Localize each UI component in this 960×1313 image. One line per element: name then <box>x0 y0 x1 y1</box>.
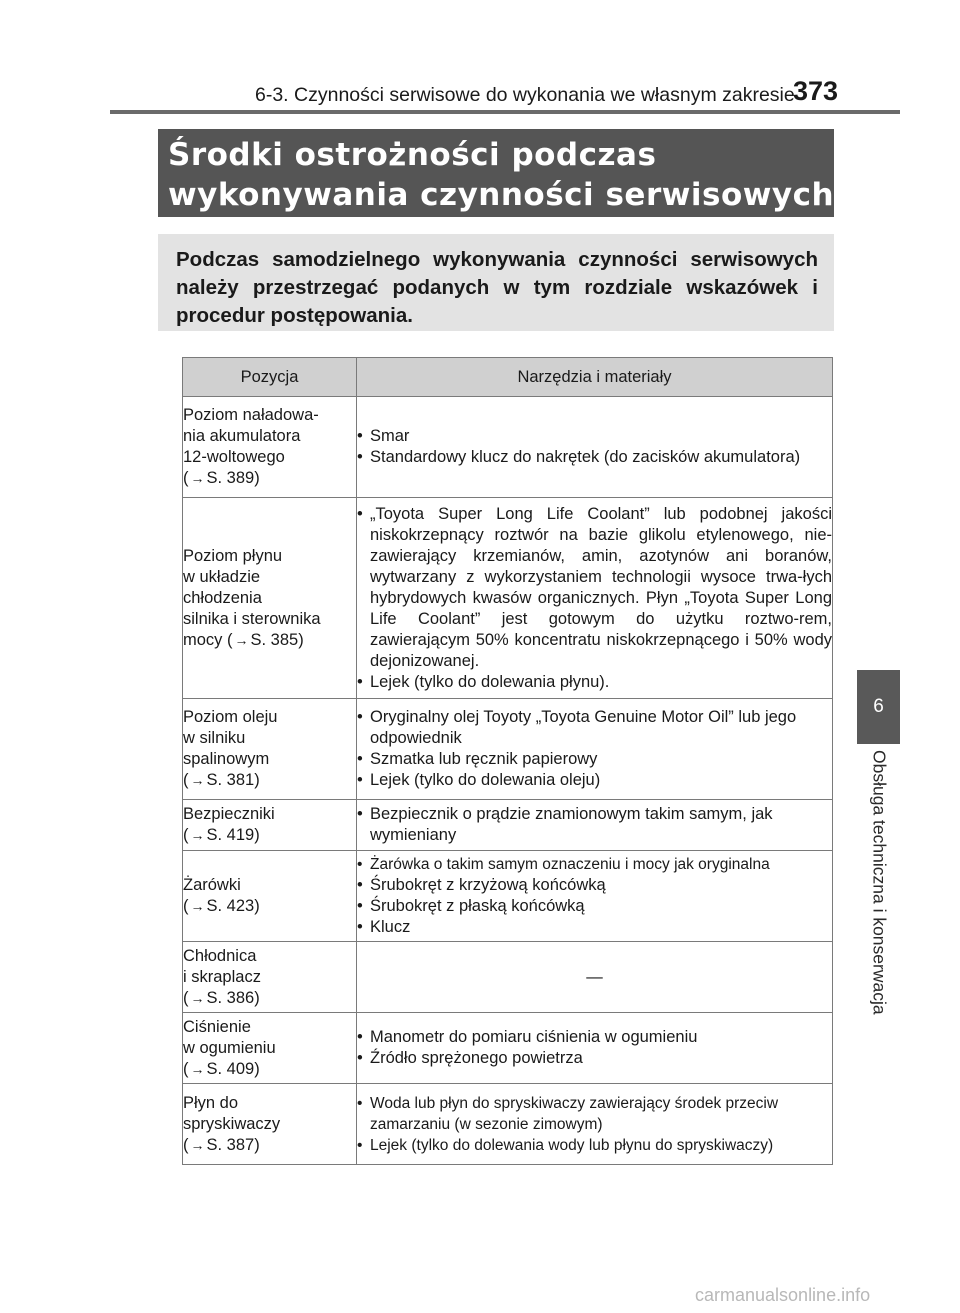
page-title-line-2: wykonywania czynności serwisowych <box>168 177 835 213</box>
list-item: • Szmatka lub ręcznik papierowy <box>357 749 832 770</box>
list-item: • Śrubokręt z płaską końcówką <box>357 896 832 917</box>
table-row <box>183 942 833 1013</box>
page-reference[interactable]: mocy ( → S. 385) <box>183 630 304 649</box>
list-item: • Żarówka o takim samym oznaczeniu i mocy jak oryginalna <box>357 854 832 875</box>
column-header-position: Pozycja <box>183 358 357 397</box>
list-item: • Bezpiecznik o prądzie znamionowym takim samym, jak wymieniany <box>357 804 832 846</box>
arrow-right-icon: → <box>190 772 205 788</box>
table-header-row <box>183 358 833 397</box>
table-row <box>183 851 833 942</box>
position-cell: Żarówki ( → S. 423) <box>183 851 357 942</box>
tools-cell <box>357 800 833 851</box>
arrow-right-icon: → <box>190 898 205 914</box>
chapter-tab-label-box <box>857 750 900 1040</box>
header-rule <box>110 110 900 114</box>
list-item: • Śrubokręt z krzyżową końcówką <box>357 875 832 896</box>
tools-cell <box>357 1084 833 1165</box>
position-cell: Bezpieczniki ( → S. 419) <box>183 800 357 851</box>
page-reference[interactable]: ( → S. 389) <box>183 469 260 487</box>
page-reference[interactable]: ( → S. 381) <box>183 771 260 789</box>
list-item: • Źródło sprężonego powietrza <box>357 1048 832 1069</box>
tools-cell <box>357 498 833 699</box>
tools-cell <box>357 1013 833 1084</box>
list-item: • Lejek (tylko do dolewania płynu). <box>357 672 832 693</box>
column-header-tools: Narzędzia i materiały <box>357 358 833 397</box>
position-cell: Poziom naładowa- nia akumulatora 12-woltowego ( → S. 389) <box>183 397 357 498</box>
list-item: • „Toyota Super Long Life Coolant” lub podobnej jakości niskokrzepnący roztwór na bazie glikolu etylenowego, nie-zawierający krzemianów, amin, azotynów ani boranów, wytwarzany z wykorzystaniem technologii wysoce trwa-łych hybrydowych kwasów organicznych. Płyn „Toyota Super Long Life Coolant” jest gotowym do użytku roztwo-rem, zawierającym 50% koncentratu niskokrzepnącego i 50% wody dejonizowanej. <box>357 504 832 672</box>
tools-cell <box>357 699 833 800</box>
tools-cell <box>357 942 833 1013</box>
intro-text: Podczas samodzielnego wykonywania czynności serwisowych należy przestrzegać podanych w tym rozdziale wskazówek i procedur postępowania. <box>158 234 834 331</box>
list-item: • Lejek (tylko do dolewania oleju) <box>357 770 832 791</box>
page-reference[interactable]: ( → S. 419) <box>183 826 260 844</box>
list-item: • Woda lub płyn do spryskiwaczy zawierający środek przeciw zamarzaniu (w sezonie zimowym) <box>357 1093 832 1135</box>
tools-cell <box>357 851 833 942</box>
page-reference[interactable]: ( → S. 387) <box>183 1135 260 1154</box>
table-row <box>183 1013 833 1084</box>
list-item: • Oryginalny olej Toyoty „Toyota Genuine Motor Oil” lub jego odpowiednik <box>357 707 832 749</box>
arrow-right-icon: → <box>190 1060 205 1077</box>
arrow-right-icon: → <box>190 470 205 486</box>
list-item: • Lejek (tylko do dolewania wody lub płynu do spryskiwaczy) <box>357 1135 832 1156</box>
tools-table <box>182 357 833 1165</box>
page-header <box>0 0 960 118</box>
list-item: • Standardowy klucz do nakrętek (do zacisków akumulatora) <box>357 447 832 468</box>
table-row <box>183 800 833 851</box>
page-reference[interactable]: ( → S. 423) <box>183 897 260 915</box>
empty-dash: — <box>586 967 603 986</box>
page-reference[interactable]: ( → S. 409) <box>183 1059 260 1078</box>
section-title: 6-3. Czynności serwisowe do wykonania we własnym zakresie <box>255 84 795 106</box>
arrow-right-icon: → <box>190 827 205 843</box>
position-cell: Poziom oleju w silniku spalinowym ( → S. 381) <box>183 699 357 800</box>
table-row <box>183 498 833 699</box>
table-row <box>183 1084 833 1165</box>
arrow-right-icon: → <box>234 631 249 648</box>
position-cell: Chłodnica i skraplacz ( → S. 386) <box>183 942 357 1013</box>
list-item: • Manometr do pomiaru ciśnienia w ogumieniu <box>357 1027 832 1048</box>
table-row <box>183 397 833 498</box>
tools-cell <box>357 397 833 498</box>
chapter-tab-label: Obsługa techniczna i konserwacja <box>869 750 889 1015</box>
table-row <box>183 699 833 800</box>
page-title-line-1: Środki ostrożności podczas <box>168 137 657 173</box>
list-item: • Smar <box>357 426 832 447</box>
page-title <box>158 129 834 217</box>
list-item: • Klucz <box>357 917 832 938</box>
watermark: carmanualsonline.info <box>695 1285 871 1305</box>
page-reference[interactable]: ( → S. 386) <box>183 988 260 1007</box>
position-cell: Poziom płynu w układzie chłodzenia silnika i sterownika mocy ( → S. 385) <box>183 498 357 699</box>
position-cell: Płyn do spryskiwaczy ( → S. 387) <box>183 1084 357 1165</box>
page-number: 373 <box>793 76 839 106</box>
arrow-right-icon: → <box>190 1136 205 1153</box>
chapter-tab-number[interactable]: 6 <box>857 670 900 744</box>
arrow-right-icon: → <box>190 989 205 1006</box>
position-cell: Ciśnienie w ogumieniu ( → S. 409) <box>183 1013 357 1084</box>
